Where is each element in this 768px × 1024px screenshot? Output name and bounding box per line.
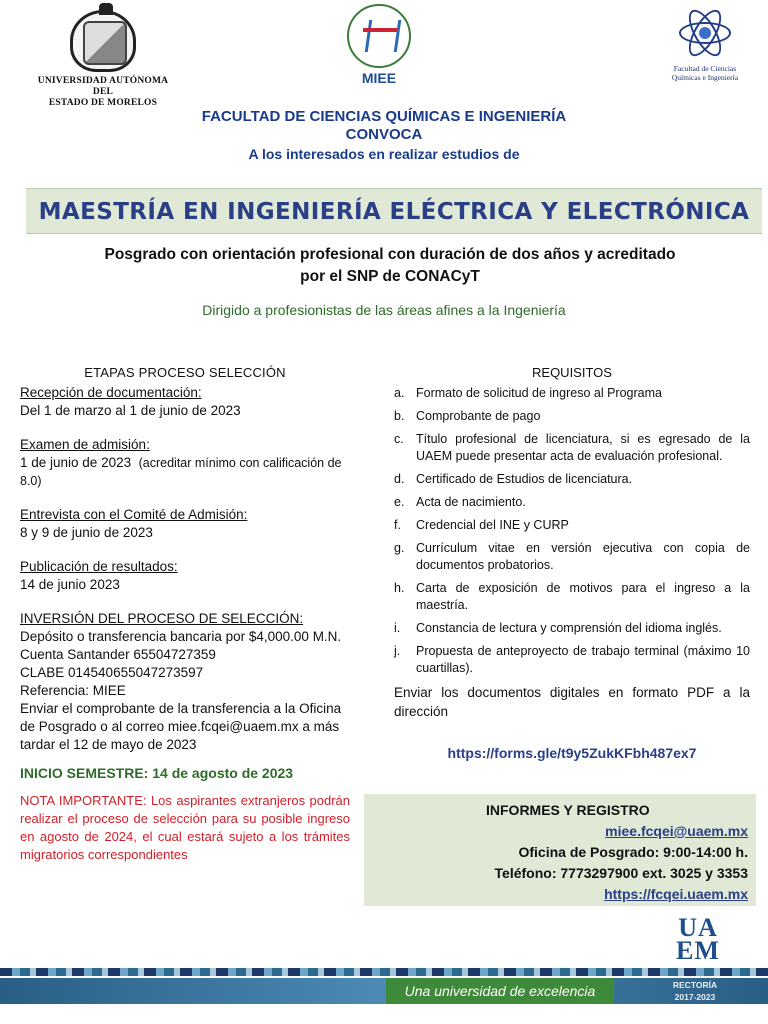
stage-text: [20, 454, 350, 490]
program-title: MAESTRÍA EN INGENIERÍA ELÉCTRICA Y ELECTRÓNICA: [38, 199, 750, 225]
fcqei-name-line2: Químicas e Ingeniería: [671, 73, 739, 82]
uaem-wordmark-line2: EM: [676, 936, 720, 965]
fcqei-logo: [660, 6, 750, 82]
stage-head: Entrevista con el Comité de Admisión:: [20, 507, 248, 522]
list-item-text: Credencial del INE y CURP: [416, 518, 569, 532]
list-item: [394, 385, 750, 402]
list-item: [394, 580, 750, 614]
informes-email-link[interactable]: miee.fcqei@uaem.mx: [605, 823, 748, 839]
list-item-text: Certificado de Estudios de licenciatura.: [416, 472, 633, 486]
stage-note: (acreditar mínimo con calificación de 8.0): [20, 456, 342, 488]
stage-item: [20, 506, 350, 542]
list-item: [394, 643, 750, 677]
list-item-letter: a.: [394, 386, 405, 400]
fcqei-name-line1: Facultad de Ciencias: [673, 64, 737, 73]
list-item-letter: e.: [394, 495, 405, 509]
list-item-text: Carta de exposición de motivos para el ingreso a la maestría.: [416, 581, 750, 612]
enviar-instructions: Enviar los documentos digitales en formato PDF a la dirección: [394, 685, 750, 719]
inversion-head: INVERSIÓN DEL PROCESO DE SELECCIÓN:: [20, 611, 304, 626]
list-item: [394, 517, 750, 534]
list-item: [394, 494, 750, 511]
interesados-subtitle: A los interesados en realizar estudios de: [248, 146, 520, 162]
footer: [0, 968, 768, 1024]
uaem-name: [28, 76, 178, 109]
fcqei-name: [660, 64, 750, 82]
miee-logo: [340, 4, 418, 86]
stage-head: Recepción de documentación:: [20, 385, 202, 400]
nota-importante: NOTA IMPORTANTE: Los aspirantes extranjeros podrán realizar el proceso de selección para su posible ingreso en agosto de 2024, el cual estará sujeto a los trámites migratorios correspondientes: [20, 793, 350, 862]
list-item-text: Acta de nacimiento.: [416, 495, 526, 509]
list-item-text: Currículum vitae en versión ejecutiva con copia de documentos probatorios.: [416, 541, 750, 572]
footer-periodo: 2017-2023: [674, 992, 716, 1002]
atom-icon: [675, 6, 735, 62]
uaem-seal-icon: [70, 10, 136, 72]
forms-link[interactable]: https://forms.gle/t9y5ZukKFbh487ex7: [447, 745, 697, 761]
inversion-referencia: Referencia: MIEE: [20, 683, 126, 698]
list-item: [394, 471, 750, 488]
stage-date: 1 de junio de 2023: [20, 455, 132, 470]
list-item: [394, 620, 750, 637]
list-item-letter: c.: [394, 432, 404, 446]
stage-text: Del 1 de marzo al 1 de junio de 2023: [20, 403, 241, 418]
footer-stripe: [0, 968, 768, 976]
list-item-letter: f.: [394, 518, 401, 532]
target-audience: Dirigido a profesionistas de las áreas afines a la Ingeniería: [202, 302, 566, 318]
list-item: [394, 408, 750, 425]
posgrado-line1: Posgrado con orientación profesional con duración de dos años y acreditado: [104, 246, 676, 263]
etapas-heading: ETAPAS PROCESO SELECCIÓN: [84, 365, 286, 380]
inversion-cuenta: Cuenta Santander 65504727359: [20, 647, 216, 662]
list-item-letter: j.: [394, 644, 401, 658]
stage-head: Examen de admisión:: [20, 437, 150, 452]
informes-web-link[interactable]: https://fcqei.uaem.mx: [604, 886, 748, 902]
footer-rectoria-label: RECTORÍA: [672, 980, 718, 990]
inversion-clabe: CLABE 014540655047273597: [20, 665, 204, 680]
faculty-title: FACULTAD DE CIENCIAS QUÍMICAS E INGENIERÍA: [201, 108, 567, 125]
uaem-name-line2: ESTADO DE MORELOS: [48, 98, 158, 108]
uaem-logo: [28, 10, 178, 109]
list-item-text: Comprobante de pago: [416, 409, 541, 423]
requisitos-heading: REQUISITOS: [532, 365, 612, 380]
list-item: [394, 431, 750, 465]
etapas-column: [20, 364, 350, 864]
stage-item: [20, 384, 350, 420]
list-item-letter: b.: [394, 409, 405, 423]
footer-rectoria: [630, 978, 760, 1004]
footer-slogan: Una universidad de excelencia: [404, 983, 596, 999]
list-item-letter: g.: [394, 541, 405, 555]
list-item-text: Título profesional de licenciatura, si es egresado de la UAEM puede presentar acta de evaluación profesional.: [416, 432, 750, 463]
list-item-text: Constancia de lectura y comprensión del idioma inglés.: [416, 621, 722, 635]
stage-item: [20, 558, 350, 594]
program-banner: [26, 188, 762, 234]
inversion-enviar: Enviar el comprobante de la transferencia a la Oficina de Posgrado o al correo miee.fcqei@uaem.mx a más tardar el 12 de mayo de 2023: [20, 701, 342, 752]
informes-title: INFORMES Y REGISTRO: [486, 802, 650, 818]
posgrado-description: [40, 244, 740, 288]
list-item-text: Propuesta de anteproyecto de trabajo terminal (máximo 10 cuartillas).: [416, 644, 750, 675]
miee-emblem-icon: [347, 4, 411, 68]
informes-box: [364, 794, 756, 906]
list-item-text: Formato de solicitud de ingreso al Programa: [416, 386, 662, 400]
requisitos-column: [394, 364, 750, 762]
informes-telefono: Teléfono: 7773297900 ext. 3025 y 3353: [494, 865, 748, 881]
convoca-heading: CONVOCA: [345, 126, 423, 143]
stage-text: 8 y 9 de junio de 2023: [20, 525, 153, 540]
posgrado-line2: por el SNP de CONACyT: [300, 268, 480, 285]
list-item-letter: i.: [394, 621, 401, 635]
uaem-wordmark-logo: [672, 913, 724, 965]
stage-item: [20, 436, 350, 490]
list-item-letter: h.: [394, 581, 405, 595]
uaem-wordmark-line1: UA: [678, 913, 718, 942]
miee-label: MIEE: [361, 70, 397, 86]
inversion-section: [20, 610, 350, 754]
uaem-name-line1: UNIVERSIDAD AUTÓNOMA DEL: [37, 76, 169, 97]
inversion-deposito: Depósito o transferencia bancaria por $4,000.00 M.N.: [20, 629, 342, 644]
requisitos-list: [394, 385, 750, 677]
stage-text: 14 de junio 2023: [20, 577, 120, 592]
inicio-semestre: INICIO SEMESTRE: 14 de agosto de 2023: [20, 765, 294, 781]
list-item: [394, 540, 750, 574]
list-item-letter: d.: [394, 472, 405, 486]
informes-oficina: Oficina de Posgrado: 9:00-14:00 h.: [518, 844, 748, 860]
stage-head: Publicación de resultados:: [20, 559, 178, 574]
